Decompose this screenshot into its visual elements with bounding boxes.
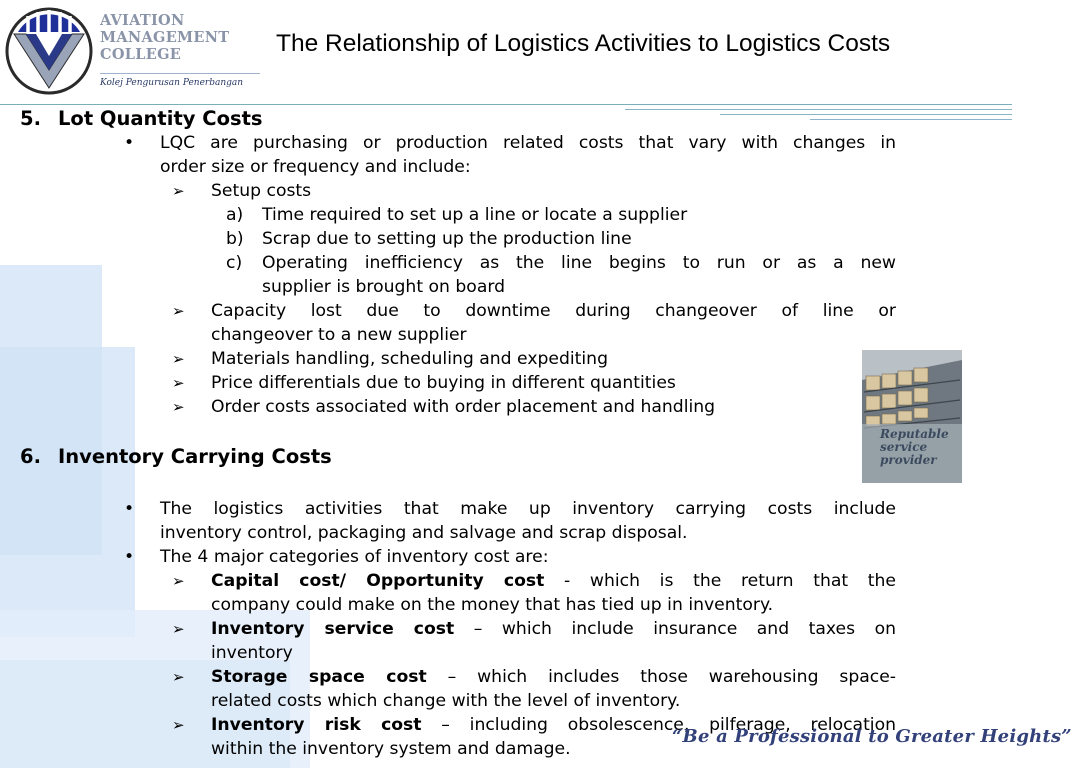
photo-caption: Reputable service provider <box>880 427 949 467</box>
list-marker: c) <box>226 253 243 273</box>
list-item: Inventory risk cost – including obsolescence, pilferage, relocation <box>211 715 896 735</box>
list-item: The 4 major categories of inventory cost are: <box>160 547 549 567</box>
list-item-continuation: order size or frequency and include: <box>160 157 471 177</box>
list-item: The logistics activities that make up inventory carrying costs include <box>160 499 896 519</box>
arrow-bullet-icon: ➢ <box>172 350 185 368</box>
bullet-marker: • <box>124 499 135 519</box>
arrow-bullet-icon: ➢ <box>172 398 185 416</box>
arrow-bullet-icon: ➢ <box>172 668 185 686</box>
list-marker: b) <box>226 229 244 249</box>
section-heading: 5. Lot Quantity Costs <box>20 107 263 130</box>
list-item: Scrap due to setting up the production line <box>262 229 632 249</box>
arrow-bullet-icon: ➢ <box>172 716 185 734</box>
list-item: Capacity lost due to downtime during changeover of line or <box>211 301 896 321</box>
list-item-continuation: within the inventory system and damage. <box>211 739 571 759</box>
list-item-continuation: inventory control, packaging and salvage and scrap disposal. <box>160 523 688 543</box>
list-item: Operating inefficiency as the line begins to run or as a new <box>262 253 896 273</box>
list-item-continuation: inventory <box>211 643 293 663</box>
arrow-bullet-icon: ➢ <box>172 374 185 392</box>
logo-tagline: Kolej Pengurusan Penerbangan <box>100 78 244 88</box>
arrow-bullet-icon: ➢ <box>172 620 185 638</box>
list-item: Order costs associated with order placement and handling <box>211 397 716 417</box>
list-item-continuation: related costs which change with the level of inventory. <box>211 691 681 711</box>
list-item: Storage space cost – which includes those warehousing space- <box>211 667 897 687</box>
bullet-marker: • <box>124 547 135 567</box>
list-marker: a) <box>226 205 244 225</box>
arrow-bullet-icon: ➢ <box>172 302 185 320</box>
arrow-bullet-icon: ➢ <box>172 572 185 590</box>
slogan: “Be a Professional to Greater Heights” <box>672 726 1072 747</box>
list-item-continuation: supplier is brought on board <box>262 277 506 297</box>
list-item: Setup costs <box>211 181 312 201</box>
list-item: Materials handling, scheduling and expediting <box>211 349 608 369</box>
list-item: Capital cost/ Opportunity cost - which is the return that the <box>211 571 896 591</box>
logo-wordmark: AVIATION MANAGEMENT COLLEGE <box>100 12 230 63</box>
section-heading: 6. Inventory Carrying Costs <box>20 445 332 468</box>
bullet-marker: • <box>124 133 135 153</box>
list-item: Price differentials due to buying in different quantities <box>211 373 676 393</box>
arrow-bullet-icon: ➢ <box>172 182 185 200</box>
list-item-continuation: changeover to a new supplier <box>211 325 467 345</box>
list-item: Time required to set up a line or locate a supplier <box>262 205 688 225</box>
list-item: LQC are purchasing or production related costs that vary with changes in <box>160 133 896 153</box>
list-item-continuation: company could make on the money that has tied up in inventory. <box>211 595 774 615</box>
warehouse-photo <box>862 350 962 483</box>
slide-title: The Relationship of Logistics Activities to Logistics Costs <box>276 30 891 57</box>
list-item: Inventory service cost – which include insurance and taxes on <box>211 619 896 639</box>
